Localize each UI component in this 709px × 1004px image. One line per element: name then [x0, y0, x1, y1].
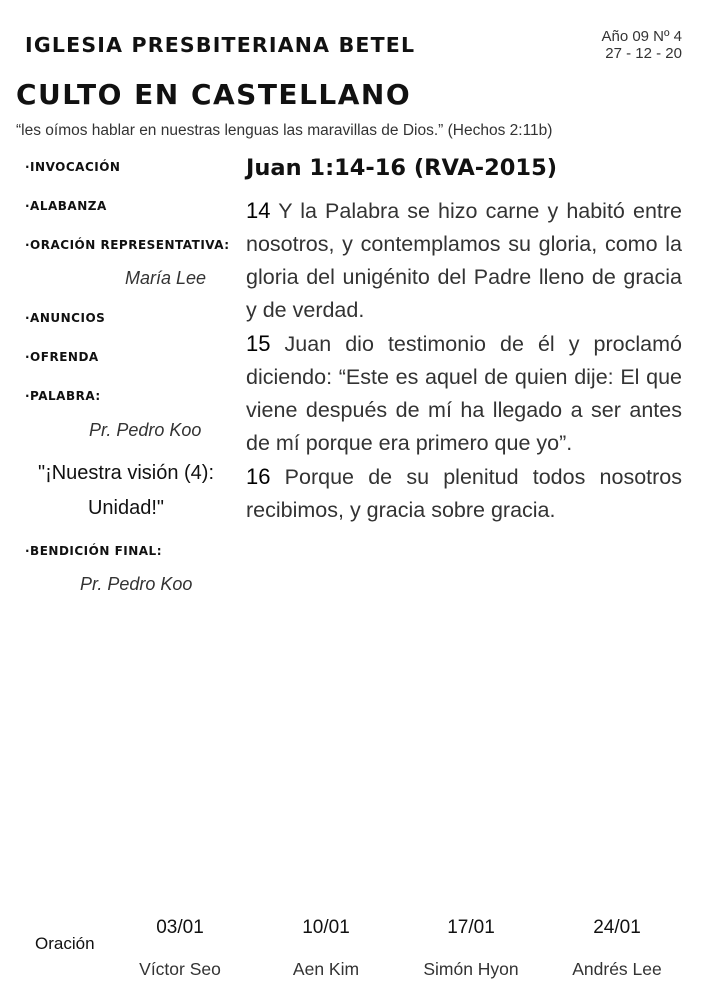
verse-number: 14 — [246, 198, 271, 223]
page-title: CULTO EN CASTELLANO — [16, 78, 412, 111]
prayer-date: 17/01 — [447, 917, 495, 938]
sermon-title — [22, 456, 230, 526]
sermon-title-line1: "¡Nuestra visión (4): — [37, 462, 215, 484]
issue-info — [601, 28, 682, 62]
issue-date: 27 - 12 - 20 — [605, 45, 682, 62]
church-name: IGLESIA PRESBITERIANA BETEL — [25, 33, 416, 57]
verse-number: 16 — [246, 464, 271, 489]
order-anuncios: ·ANUNCIOS — [25, 311, 106, 325]
verse — [246, 194, 682, 327]
order-bendicion: ·BENDICIÓN FINAL: — [25, 544, 163, 558]
issue-number: Año 09 Nº 4 — [601, 28, 682, 45]
palabra-person: Pr. Pedro Koo — [89, 420, 202, 440]
prayer-date: 10/01 — [302, 917, 350, 938]
passage-title: Juan 1:14-16 (RVA-2015) — [246, 155, 558, 181]
prayer-date: 03/01 — [156, 917, 204, 938]
header-quote: “les oímos hablar en nuestras lenguas las maravillas de Dios.” (Hechos 2:11b) — [16, 122, 553, 139]
order-alabanza: ·ALABANZA — [25, 199, 107, 213]
prayer-person: Aen Kim — [292, 959, 360, 979]
oracion-person: María Lee — [125, 268, 207, 288]
verse-text: Porque de su plenitud todos nosotros recibimos, y gracia sobre gracia. — [246, 465, 682, 522]
verse — [246, 460, 682, 527]
prayer-person: Andrés Lee — [572, 959, 662, 979]
verse — [246, 327, 682, 460]
prayer-label: Oración — [35, 934, 95, 953]
sermon-title-line2: Unidad!" — [87, 497, 165, 519]
order-oracion: ·ORACIÓN REPRESENTATIVA: — [25, 238, 230, 252]
order-invocacion: ·INVOCACIÓN — [25, 160, 121, 174]
verse-text: Juan dio testimonio de él y proclamó diciendo: “Este es aquel de quien dije: El que viene después de mí ha llegado a ser antes de mí porque era primero que yo”. — [246, 332, 682, 455]
verse-text: Y la Palabra se hizo carne y habitó entre nosotros, y contemplamos su gloria, como la gloria del unigénito del Padre lleno de gracia y de verdad. — [246, 199, 682, 322]
prayer-person: Víctor Seo — [139, 959, 221, 979]
prayer-person: Simón Hyon — [423, 959, 519, 979]
passage-text — [246, 194, 682, 527]
order-ofrenda: ·OFRENDA — [25, 350, 99, 364]
bendicion-person: Pr. Pedro Koo — [80, 574, 193, 594]
prayer-date: 24/01 — [593, 917, 641, 938]
order-palabra: ·PALABRA: — [25, 389, 101, 403]
verse-number: 15 — [246, 331, 271, 356]
